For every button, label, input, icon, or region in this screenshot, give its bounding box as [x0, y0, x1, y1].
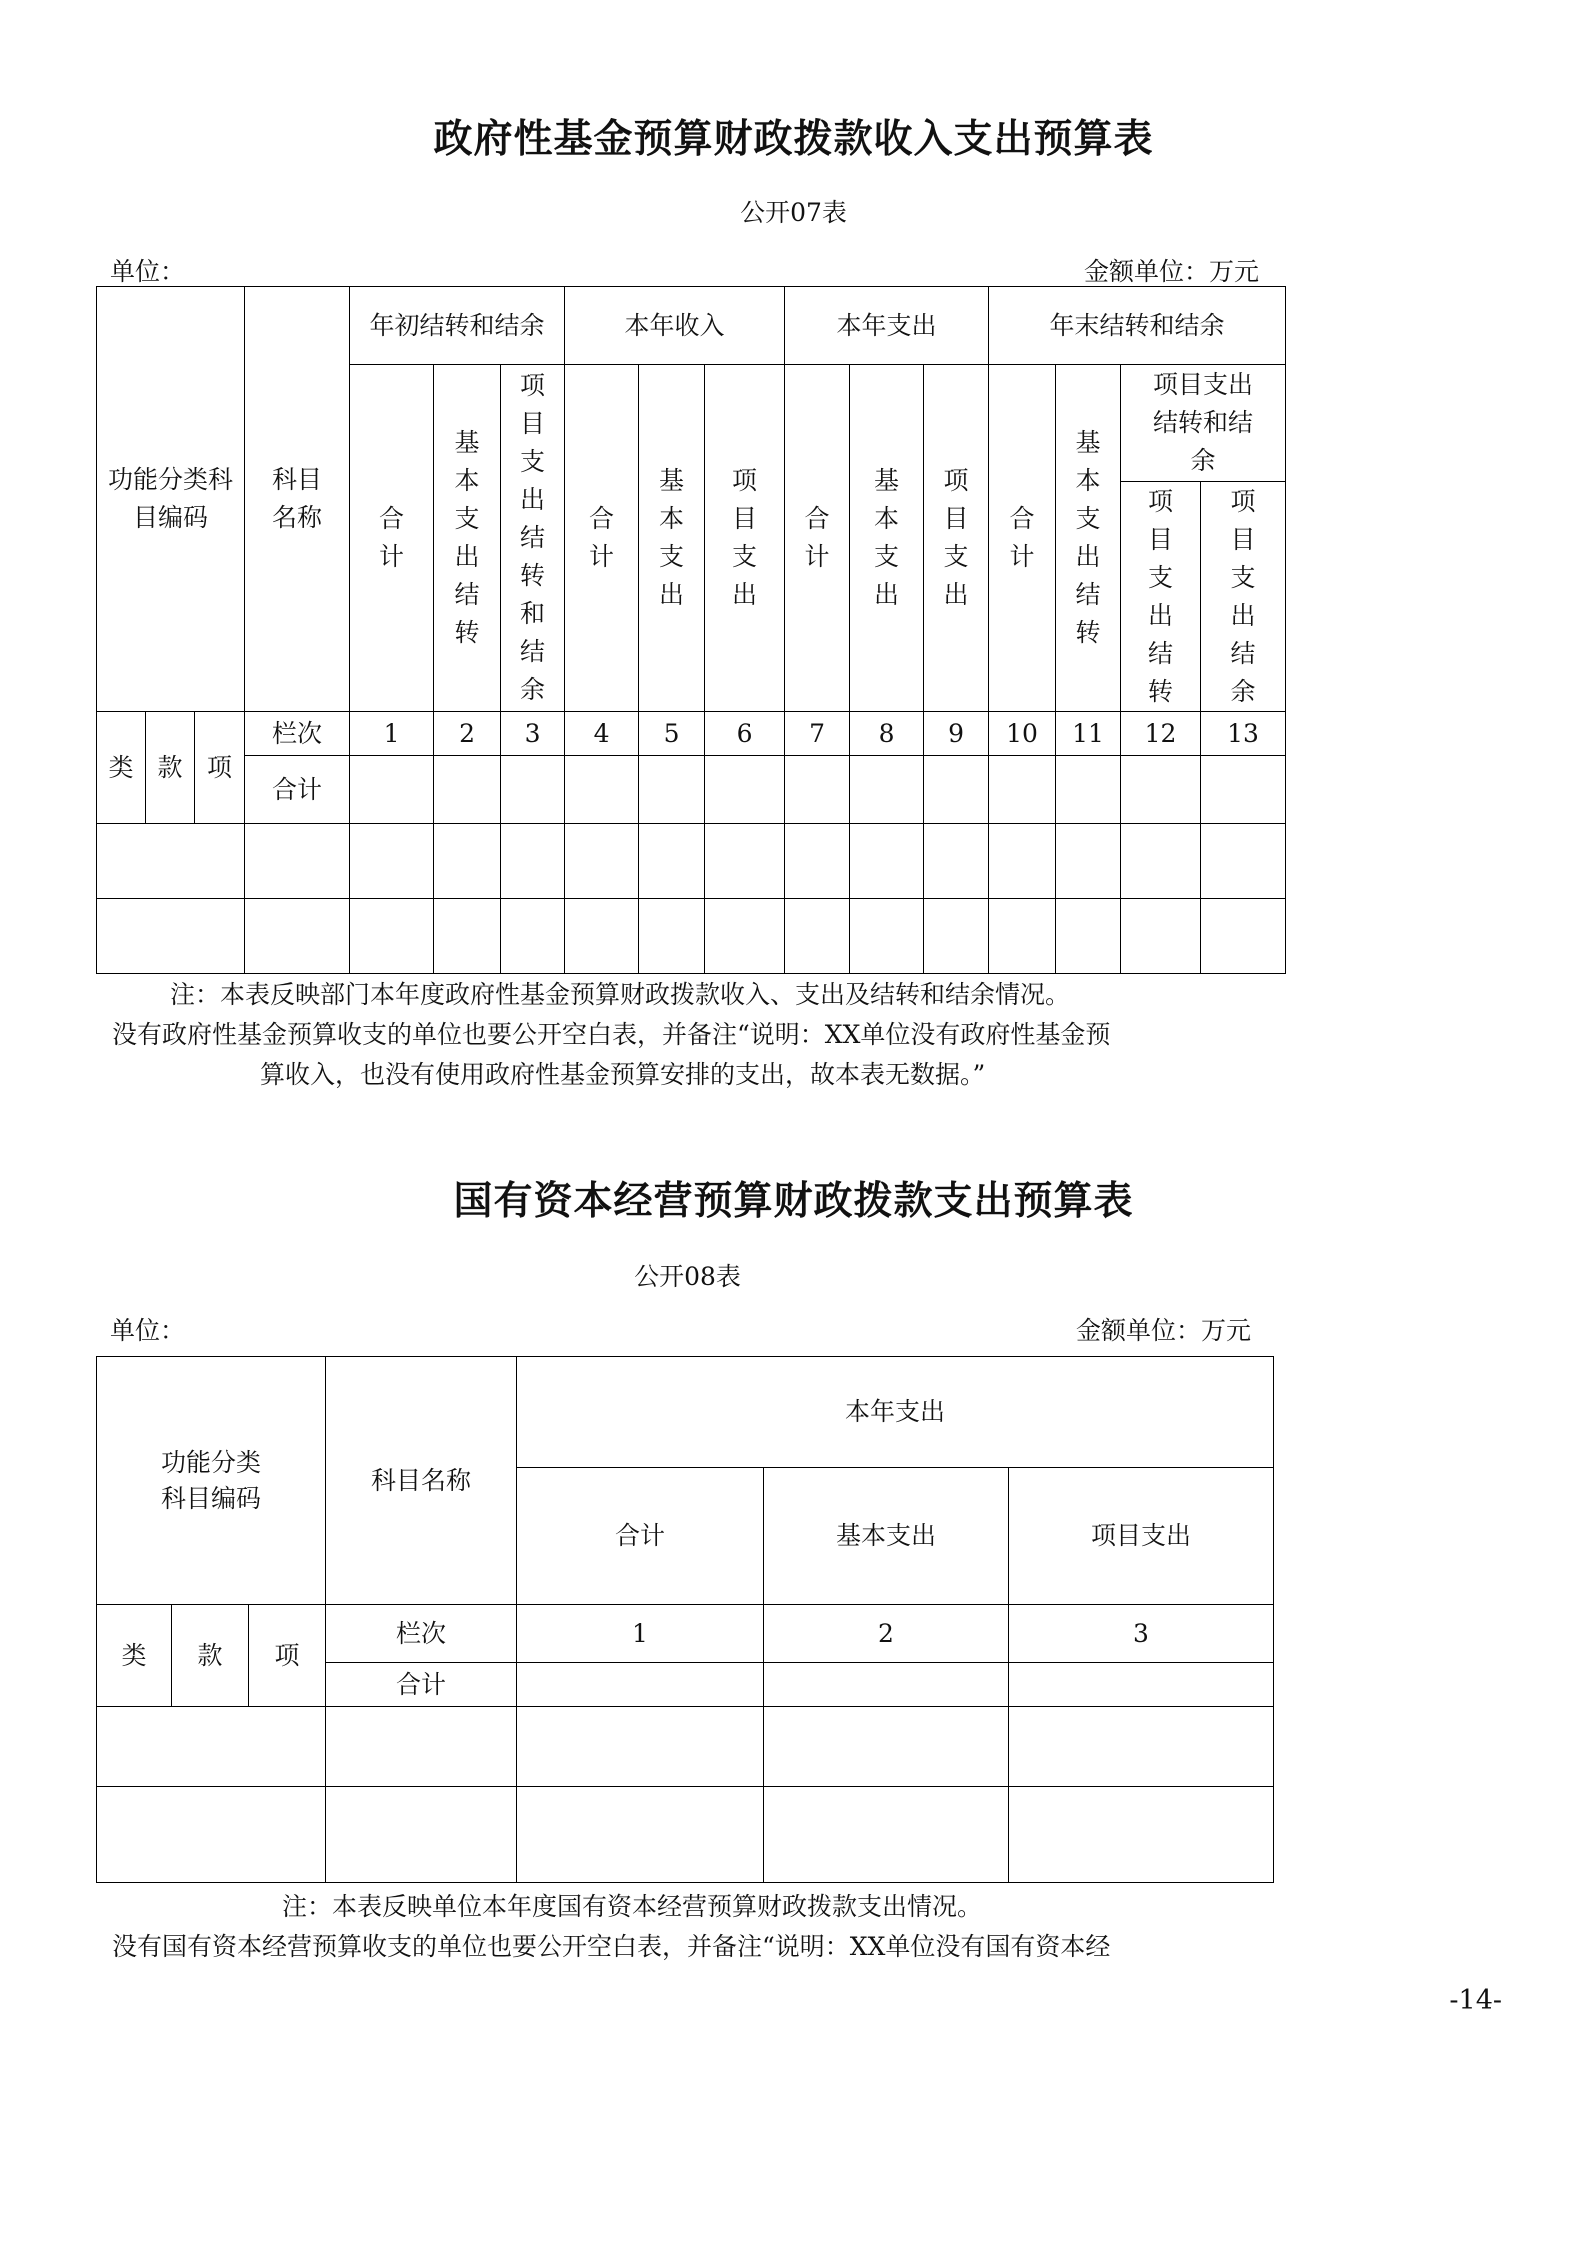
table-08-title: 国有资本经营预算财政拨款支出预算表: [453, 1179, 1134, 1224]
column-number: 2: [764, 1605, 1009, 1663]
expense-total-header: 合计: [785, 365, 850, 712]
table-row: [97, 899, 1286, 974]
table-row: [97, 824, 1286, 899]
column-number: 6: [705, 712, 785, 756]
column-number: 11: [1056, 712, 1121, 756]
lei-header: 类: [97, 1605, 172, 1707]
column-number: 8: [850, 712, 924, 756]
column-number: 7: [785, 712, 850, 756]
table-08-note-line: 没有国有资本经营预算收支的单位也要公开空白表，并备注“说明：XX单位没有国有资本经: [112, 1932, 1111, 1961]
table-cell: [705, 756, 785, 824]
table-cell: [1201, 756, 1286, 824]
table-cell: [764, 1707, 1009, 1787]
income-basic-header: 基本支出: [639, 365, 705, 712]
table-row: [97, 1787, 1274, 1883]
table-cell: [764, 1663, 1009, 1707]
end-project-carry-header: 项目支出结转: [1121, 482, 1201, 712]
income-header: 本年收入: [565, 287, 785, 365]
table-08-number: 公开08表: [634, 1262, 741, 1291]
column-number: 10: [989, 712, 1056, 756]
unit-label: 单位：: [110, 1316, 186, 1345]
column-no-label: 栏次: [326, 1605, 517, 1663]
table-07: [96, 286, 1286, 974]
column-number: 4: [565, 712, 639, 756]
table-07-note-line: 算收入，也没有使用政府性基金预算安排的支出，故本表无数据。”: [260, 1060, 986, 1089]
table-cell: [1201, 899, 1286, 974]
table-cell: [434, 756, 501, 824]
table-cell: [501, 899, 565, 974]
table-cell: [1056, 899, 1121, 974]
table-cell: [350, 899, 434, 974]
table-cell: [639, 824, 705, 899]
expense-basic-header: 基本支出: [850, 365, 924, 712]
page-number: -14-: [1449, 1985, 1502, 2016]
table-cell: [1056, 756, 1121, 824]
table-07-number: 公开07表: [740, 198, 847, 227]
column-number: 2: [434, 712, 501, 756]
table-cell: [434, 899, 501, 974]
table-cell: [705, 899, 785, 974]
table-cell: [97, 1707, 326, 1787]
table-cell: [326, 1707, 517, 1787]
begin-basic-carry-header: 基本支出结转: [434, 365, 501, 712]
kuan-header: 款: [172, 1605, 249, 1707]
unit-label: 单位：: [110, 257, 186, 286]
begin-project-carry-surplus-header: 项目支出结转和结余: [501, 365, 565, 712]
expense-project-header: 项目支出: [924, 365, 989, 712]
table-cell: [1009, 1663, 1274, 1707]
expense-basic-header: 基本支出: [764, 1468, 1009, 1605]
table-cell: [517, 1707, 764, 1787]
expense-project-header: 项目支出: [1009, 1468, 1274, 1605]
subject-name-header: 科目名称: [245, 287, 350, 712]
table-cell: [245, 899, 350, 974]
table-cell: [1009, 1787, 1274, 1883]
table-row: [97, 1707, 1274, 1787]
amount-unit-label: 金额单位：万元: [1075, 1316, 1251, 1345]
table-07-note-line: 注：本表反映部门本年度政府性基金预算财政拨款收入、支出及结转和结余情况。: [170, 980, 1071, 1009]
table-cell: [434, 824, 501, 899]
table-cell: [764, 1787, 1009, 1883]
table-cell: [850, 899, 924, 974]
kuan-header: 款: [146, 712, 195, 824]
column-number: 13: [1201, 712, 1286, 756]
end-basic-carry-header: 基本支出结转: [1056, 365, 1121, 712]
expense-header: 本年支出: [517, 1357, 1274, 1468]
table-cell: [1009, 1707, 1274, 1787]
table-cell: [639, 899, 705, 974]
end-project-group-header: 项目支出结转和结余: [1121, 365, 1286, 482]
table-cell: [989, 824, 1056, 899]
table-cell: [785, 824, 850, 899]
table-07-title: 政府性基金预算财政拨款收入支出预算表: [433, 117, 1154, 162]
table-cell: [1121, 824, 1201, 899]
table-cell: [97, 824, 245, 899]
expense-total-header: 合计: [517, 1468, 764, 1605]
table-cell: [924, 899, 989, 974]
table-cell: [639, 756, 705, 824]
table-cell: [517, 1787, 764, 1883]
table-cell: [1201, 824, 1286, 899]
amount-unit-label: 金额单位：万元: [1083, 257, 1259, 286]
func-code-header: 功能分类科目编码: [97, 287, 245, 712]
begin-total-header: 合计: [350, 365, 434, 712]
column-number: 1: [517, 1605, 764, 1663]
xiang-header: 项: [195, 712, 245, 824]
table-cell: [705, 824, 785, 899]
column-number: 9: [924, 712, 989, 756]
table-cell: [1121, 899, 1201, 974]
table-cell: [924, 824, 989, 899]
end-project-surplus-header: 项目支出结余: [1201, 482, 1286, 712]
income-total-header: 合计: [565, 365, 639, 712]
table-07-note-line: 没有政府性基金预算收支的单位也要公开空白表，并备注“说明：XX单位没有政府性基金预: [112, 1020, 1111, 1049]
func-code-header: 功能分类 科目编码: [97, 1357, 326, 1605]
table-cell: [850, 824, 924, 899]
table-cell: [97, 1787, 326, 1883]
table-cell: [97, 899, 245, 974]
begin-balance-header: 年初结转和结余: [350, 287, 565, 365]
table-cell: [517, 1663, 764, 1707]
end-balance-header: 年末结转和结余: [989, 287, 1286, 365]
xiang-header: 项: [249, 1605, 326, 1707]
table-cell: [565, 756, 639, 824]
table-cell: [501, 756, 565, 824]
table-cell: [245, 824, 350, 899]
table-cell: [1056, 824, 1121, 899]
table-cell: [565, 899, 639, 974]
income-project-header: 项目支出: [705, 365, 785, 712]
table-cell: [501, 824, 565, 899]
table-cell: [785, 899, 850, 974]
lei-header: 类: [97, 712, 146, 824]
table-cell: [565, 824, 639, 899]
column-number: 3: [1009, 1605, 1274, 1663]
table-cell: [785, 756, 850, 824]
end-total-header: 合计: [989, 365, 1056, 712]
table-cell: [924, 756, 989, 824]
column-number: 3: [501, 712, 565, 756]
subject-name-header: 科目名称: [326, 1357, 517, 1605]
table-cell: [989, 899, 1056, 974]
expense-header: 本年支出: [785, 287, 989, 365]
column-no-label: 栏次: [245, 712, 350, 756]
table-cell: [350, 824, 434, 899]
table-cell: [350, 756, 434, 824]
column-number: 5: [639, 712, 705, 756]
table-08: [96, 1356, 1274, 1883]
sum-row-label: 合计: [245, 756, 350, 824]
column-number: 1: [350, 712, 434, 756]
table-cell: [989, 756, 1056, 824]
table-08-note-line: 注：本表反映单位本年度国有资本经营预算财政拨款支出情况。: [282, 1892, 983, 1921]
table-cell: [1121, 756, 1201, 824]
sum-row-label: 合计: [326, 1663, 517, 1707]
table-cell: [326, 1787, 517, 1883]
table-cell: [850, 756, 924, 824]
column-number: 12: [1121, 712, 1201, 756]
